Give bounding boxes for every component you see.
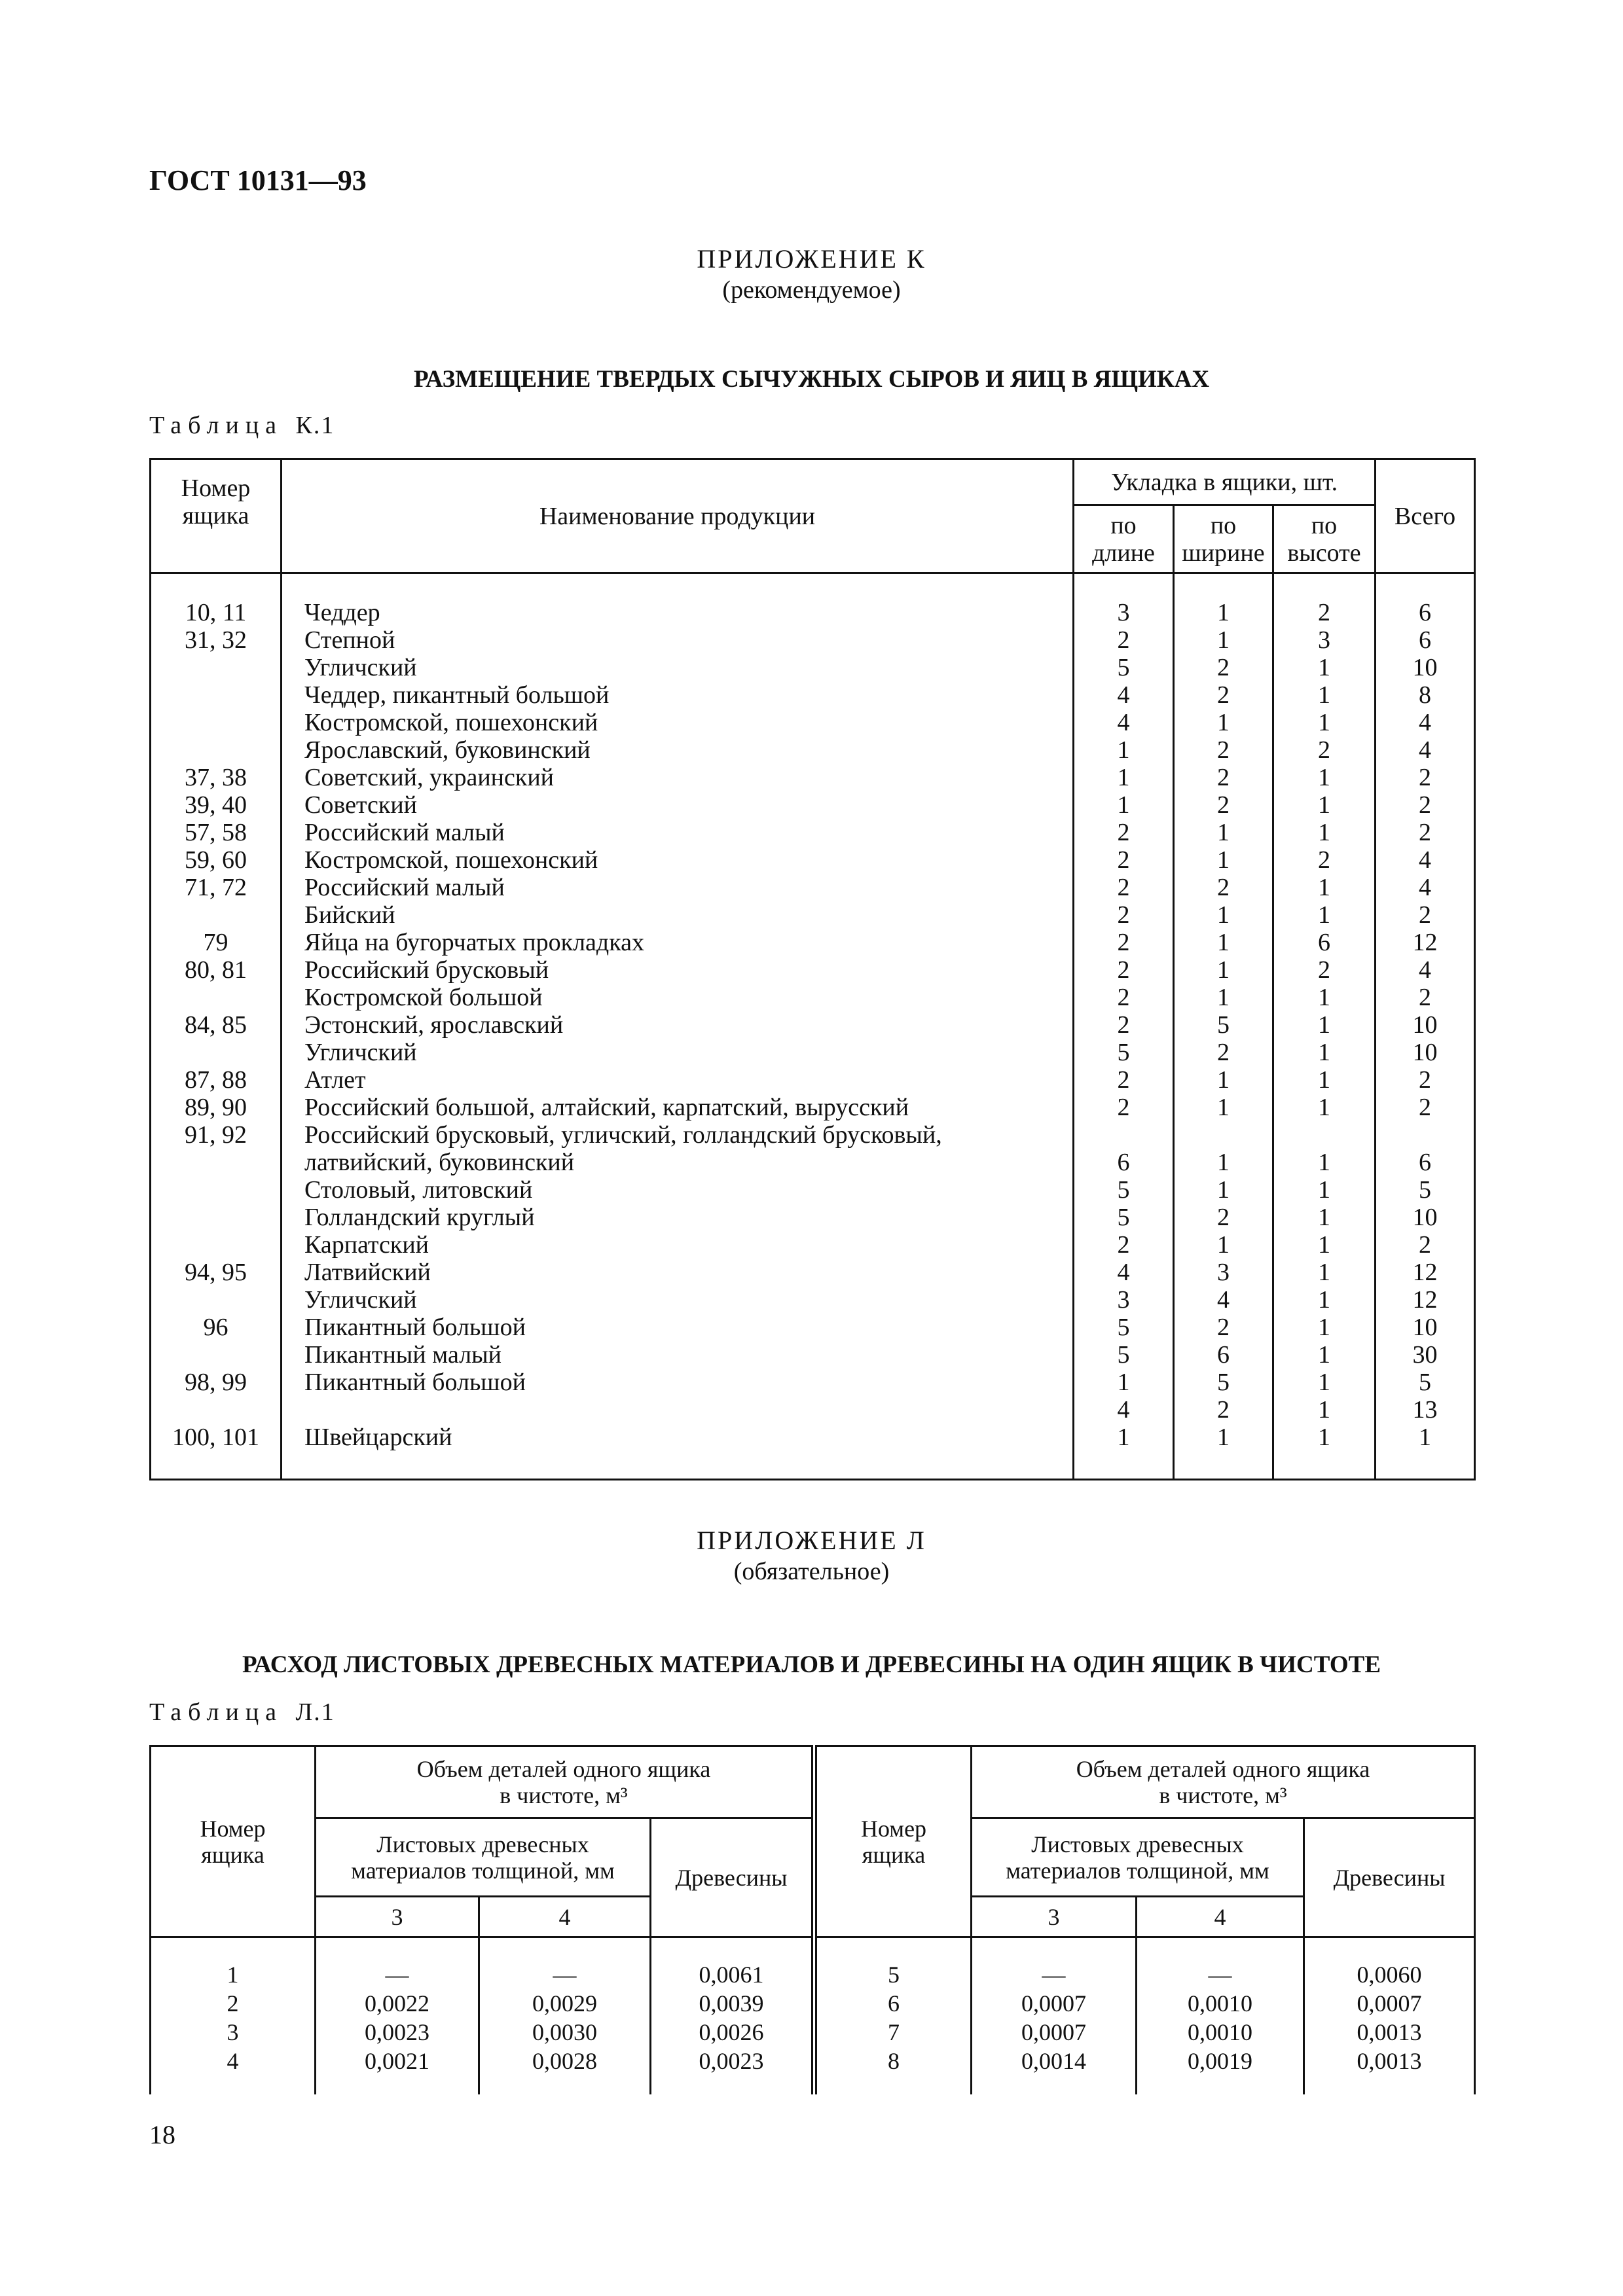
l1-header-sheet-left: Листовых древесных материалов толщиной, мм [316,1818,651,1897]
k1-cell-h: 1 [1318,1011,1330,1039]
column-total [1376,573,1475,1480]
k1-cell-t [1376,1121,1474,1149]
k1-cell-h: 2 [1318,599,1330,626]
l1-cell-b1: 0,0030 [532,2019,597,2045]
l1-cell-b1: — [553,1962,577,1988]
k1-cell-name: Угличский [304,654,417,681]
k1-cell-w [1175,1121,1272,1149]
k1-cell-w: 1 [1217,929,1230,956]
l1-cell-b1: 0,0029 [532,1990,597,2017]
k1-cell-t: 6 [1419,626,1432,654]
k1-cell-l: 2 [1117,901,1130,929]
k1-cell-w: 2 [1217,1396,1230,1424]
annex-l-heading [149,1525,1474,1587]
k1-cell-l: 6 [1117,1149,1130,1176]
l1-cell-b2: — [1208,1962,1232,1988]
k1-cell-h: 1 [1318,1149,1330,1176]
k1-cell-t: 2 [1419,1066,1432,1094]
k1-cell-l: 2 [1117,1011,1130,1039]
k1-cell-name: Российский малый [304,819,505,846]
k1-cell-num [151,654,280,681]
k1-cell-w: 2 [1217,1204,1230,1231]
k1-cell-l: 2 [1117,874,1130,901]
l1-header-sheet-right: Листовых древесных материалов толщиной, мм [972,1818,1304,1897]
k1-cell-name: Яйца на бугорчатых прокладках [304,929,645,956]
k1-cell-h: 1 [1318,709,1330,736]
k1-cell-l: 5 [1117,1039,1130,1066]
k1-cell-name: Пикантный большой [304,1314,526,1341]
k1-cell-name: Чеддер [304,599,380,626]
l1-header-volume-left: Объем деталей одного ящика в чистоте, м³ [316,1746,814,1818]
l1-cell-c2: 0,0060 [1357,1962,1422,1988]
k1-cell-l: 1 [1117,791,1130,819]
k1-cell-h: 1 [1318,901,1330,929]
k1-cell-l: 2 [1117,956,1130,984]
k1-cell-l: 2 [1117,819,1130,846]
column-product-names [282,573,1074,1480]
table-l1-label-word: Таблица [149,1698,283,1726]
k1-cell-num [151,1231,280,1259]
k1-cell-w: 1 [1217,1176,1230,1204]
annex-k-section-title: РАЗМЕЩЕНИЕ ТВЕРДЫХ СЫЧУЖНЫХ СЫРОВ И ЯИЦ В ЯЩИКАХ [413,366,1210,393]
k1-cell-l: 5 [1117,1314,1130,1341]
k1-cell-l: 5 [1117,1204,1130,1231]
k1-cell-w: 2 [1217,791,1230,819]
k1-cell-num: 98, 99 [185,1369,247,1396]
k1-cell-h: 3 [1318,626,1330,654]
k1-cell-num: 31, 32 [185,626,247,654]
k1-cell-num [151,709,280,736]
page-number: 18 [149,2120,175,2149]
k1-cell-l: 1 [1117,1369,1130,1396]
k1-cell-t: 4 [1419,736,1432,764]
l1-cell-a1: — [385,1962,409,1988]
k1-cell-num: 96 [203,1314,228,1341]
table-l1 [149,1745,1476,2094]
k1-cell-num: 57, 58 [185,819,247,846]
l1-header-box-number-right: Номер ящика [814,1746,972,1937]
l1-column-wood-right [1304,1937,1475,2094]
document-code: ГОСТ 10131—93 [149,164,367,196]
k1-cell-num: 84, 85 [185,1011,247,1039]
k1-cell-t: 10 [1412,654,1438,681]
k1-cell-l: 2 [1117,626,1130,654]
k1-cell-t: 4 [1419,709,1432,736]
table-l1-label [149,1698,335,1727]
k1-cell-h: 1 [1318,819,1330,846]
k1-cell-t: 10 [1412,1204,1438,1231]
k1-cell-num [151,1149,280,1176]
k1-cell-name: Карпатский [304,1231,429,1259]
k1-cell-l: 4 [1117,1259,1130,1286]
k1-cell-num: 87, 88 [185,1066,247,1094]
table-k1-label-word: Таблица [149,412,283,439]
l1-cell-n2: 8 [888,2048,900,2074]
k1-cell-name: Бийский [304,901,395,929]
k1-cell-num [151,1039,280,1066]
annex-l-status: (обязательное) [733,1558,890,1585]
k1-cell-name: Чеддер, пикантный большой [304,681,610,709]
k1-cell-name: Российский большой, алтайский, карпатский, вырусский [304,1094,909,1121]
k1-cell-w: 2 [1217,1039,1230,1066]
k1-cell-t: 2 [1419,1231,1432,1259]
k1-cell-w: 1 [1217,901,1230,929]
k1-cell-num: 91, 92 [185,1121,247,1149]
k1-cell-num [151,1396,280,1424]
k1-cell-name: Голландский круглый [304,1204,535,1231]
k1-cell-num: 10, 11 [185,599,247,626]
l1-header-thickness-4-left: 4 [479,1897,651,1937]
k1-cell-w: 1 [1217,709,1230,736]
k1-cell-t: 13 [1412,1396,1438,1424]
k1-cell-name: Пикантный большой [304,1369,526,1396]
l1-cell-n1: 3 [227,2019,239,2045]
l1-column-4mm-left [479,1937,651,2094]
l1-header-wood-left: Древесины [651,1818,814,1937]
k1-cell-l: 3 [1117,599,1130,626]
k1-cell-h: 1 [1318,1066,1330,1094]
k1-cell-t: 2 [1419,901,1432,929]
header-by-height: по высоте [1273,505,1376,573]
l1-header-thickness-3-left: 3 [316,1897,479,1937]
l1-cell-a2: 0,0007 [1021,2019,1087,2045]
k1-cell-name: Латвийский [304,1259,431,1286]
l1-cell-b1: 0,0028 [532,2048,597,2074]
k1-cell-t: 6 [1419,1149,1432,1176]
k1-cell-l: 1 [1117,1424,1130,1451]
l1-column-wood-left [651,1937,814,2094]
l1-cell-c2: 0,0013 [1357,2048,1422,2074]
l1-cell-a1: 0,0022 [365,1990,429,2017]
k1-cell-h: 1 [1318,654,1330,681]
k1-cell-l: 2 [1117,1094,1130,1121]
header-total: Всего [1376,459,1475,573]
k1-cell-t: 2 [1419,791,1432,819]
l1-cell-b2: 0,0019 [1188,2048,1253,2074]
k1-cell-num: 89, 90 [185,1094,247,1121]
l1-cell-c1: 0,0023 [699,2048,764,2074]
annex-k-heading [149,243,1474,305]
k1-cell-num: 37, 38 [185,764,247,791]
l1-cell-c2: 0,0013 [1357,2019,1422,2045]
k1-cell-num [151,1341,280,1369]
k1-cell-t: 1 [1419,1424,1432,1451]
k1-cell-h: 2 [1318,736,1330,764]
l1-cell-c1: 0,0039 [699,1990,764,2017]
k1-cell-name [304,1396,1072,1424]
l1-cell-b2: 0,0010 [1188,2019,1253,2045]
k1-cell-name: Ярославский, буковинский [304,736,591,764]
k1-cell-h: 1 [1318,1231,1330,1259]
k1-cell-t: 12 [1412,1286,1438,1314]
k1-cell-num [151,681,280,709]
k1-cell-name: Угличский [304,1286,417,1314]
k1-cell-t: 4 [1419,846,1432,874]
k1-cell-name: Атлет [304,1066,366,1094]
k1-cell-w: 6 [1217,1341,1230,1369]
k1-cell-w: 1 [1217,1066,1230,1094]
l1-header-box-number-left: Номер ящика [151,1746,316,1937]
k1-cell-t: 2 [1419,984,1432,1011]
k1-cell-w: 4 [1217,1286,1230,1314]
k1-cell-t: 12 [1412,929,1438,956]
k1-cell-name: Пикантный малый [304,1341,501,1369]
k1-cell-w: 1 [1217,599,1230,626]
header-product-name: Наименование продукции [282,459,1074,573]
l1-cell-b2: 0,0010 [1188,1990,1253,2017]
k1-cell-l: 2 [1117,1066,1130,1094]
k1-cell-h: 2 [1318,956,1330,984]
k1-cell-name: Эстонский, ярославский [304,1011,564,1039]
header-packing: Укладка в ящики, шт. [1074,459,1376,505]
k1-cell-num: 39, 40 [185,791,247,819]
k1-cell-l: 3 [1117,1286,1130,1314]
k1-cell-num [151,901,280,929]
k1-cell-num [151,984,280,1011]
k1-cell-h: 1 [1318,764,1330,791]
l1-header-volume-right: Объем деталей одного ящика в чистоте, м³ [972,1746,1475,1818]
k1-cell-h [1274,1121,1374,1149]
k1-cell-h: 2 [1318,846,1330,874]
l1-cell-n1: 1 [227,1962,239,1988]
k1-cell-l: 5 [1117,654,1130,681]
annex-l-title: ПРИЛОЖЕНИЕ Л [697,1526,926,1555]
k1-cell-name: Столовый, литовский [304,1176,533,1204]
l1-header-thickness-4-right: 4 [1137,1897,1304,1937]
annex-k-status: (рекомендуемое) [722,276,901,304]
header-by-length: по длине [1074,505,1174,573]
k1-cell-num [151,1204,280,1231]
column-box-numbers [151,573,282,1480]
k1-cell-name: Советский, украинский [304,764,555,791]
l1-column-3mm-right [972,1937,1137,2094]
k1-cell-h: 1 [1318,1176,1330,1204]
k1-cell-t: 6 [1419,599,1432,626]
k1-cell-w: 2 [1217,654,1230,681]
table-k1 [149,458,1476,1480]
l1-column-4mm-right [1137,1937,1304,2094]
k1-cell-w: 5 [1217,1369,1230,1396]
l1-cell-a1: 0,0021 [365,2048,429,2074]
l1-cell-c1: 0,0026 [699,2019,764,2045]
k1-cell-t: 8 [1419,681,1432,709]
k1-cell-t: 10 [1412,1011,1438,1039]
k1-cell-l: 1 [1117,764,1130,791]
k1-cell-num [151,736,280,764]
k1-cell-name: Российский брусковый, угличский, голландский брусковый, [304,1121,942,1149]
l1-cell-n1: 4 [227,2048,239,2074]
k1-cell-l: 2 [1117,984,1130,1011]
k1-cell-t: 2 [1419,764,1432,791]
k1-cell-name: Угличский [304,1039,417,1066]
k1-cell-w: 2 [1217,681,1230,709]
k1-cell-name: Костромской, пошехонский [304,846,598,874]
header-box-number: Номер ящика [151,459,282,573]
k1-cell-name: латвийский, буковинский [304,1149,575,1176]
k1-cell-w: 1 [1217,819,1230,846]
k1-cell-h: 1 [1318,1286,1330,1314]
l1-cell-c1: 0,0061 [699,1962,764,1988]
k1-cell-l: 5 [1117,1341,1130,1369]
k1-cell-w: 1 [1217,984,1230,1011]
k1-cell-num: 79 [203,929,228,956]
k1-cell-w: 2 [1217,1314,1230,1341]
k1-cell-l: 4 [1117,681,1130,709]
k1-cell-t: 10 [1412,1314,1438,1341]
table-k1-number: К.1 [295,412,335,439]
l1-cell-n1: 2 [227,1990,239,2017]
l1-cell-a2: 0,0007 [1021,1990,1087,2017]
k1-cell-l: 1 [1117,736,1130,764]
k1-cell-w: 1 [1217,1231,1230,1259]
k1-cell-t: 4 [1419,956,1432,984]
k1-cell-w: 1 [1217,846,1230,874]
k1-cell-w: 2 [1217,736,1230,764]
k1-cell-t: 30 [1412,1341,1438,1369]
k1-cell-l: 4 [1117,709,1130,736]
k1-cell-t: 2 [1419,1094,1432,1121]
annex-l-section-title: РАСХОД ЛИСТОВЫХ ДРЕВЕСНЫХ МАТЕРИАЛОВ И ДРЕВЕСИНЫ НА ОДИН ЯЩИК В ЧИСТОТЕ [242,1651,1381,1678]
l1-cell-c2: 0,0007 [1357,1990,1422,2017]
k1-cell-t: 4 [1419,874,1432,901]
column-by-length [1074,573,1174,1480]
k1-cell-h: 1 [1318,1039,1330,1066]
k1-cell-h: 1 [1318,874,1330,901]
k1-cell-num: 80, 81 [185,956,247,984]
k1-cell-num: 71, 72 [185,874,247,901]
column-by-height [1273,573,1376,1480]
k1-cell-num: 59, 60 [185,846,247,874]
k1-cell-h: 1 [1318,1259,1330,1286]
k1-cell-w: 2 [1217,764,1230,791]
k1-cell-t: 5 [1419,1176,1432,1204]
k1-cell-h: 6 [1318,929,1330,956]
k1-cell-num [151,1286,280,1314]
l1-cell-n2: 6 [888,1990,900,2017]
k1-cell-t: 5 [1419,1369,1432,1396]
k1-cell-name: Российский брусковый [304,956,549,984]
k1-cell-t: 10 [1412,1039,1438,1066]
l1-cell-a1: 0,0023 [365,2019,429,2045]
k1-cell-h: 1 [1318,1314,1330,1341]
k1-cell-l: 2 [1117,929,1130,956]
k1-cell-w: 1 [1217,1094,1230,1121]
k1-cell-name: Советский [304,791,418,819]
k1-cell-num: 94, 95 [185,1259,247,1286]
l1-column-box-left [151,1937,316,2094]
k1-cell-h: 1 [1318,984,1330,1011]
header-by-width: по ширине [1174,505,1273,573]
k1-cell-w: 1 [1217,1424,1230,1451]
k1-cell-l: 5 [1117,1176,1130,1204]
k1-cell-h: 1 [1318,1204,1330,1231]
k1-cell-h: 1 [1318,1094,1330,1121]
l1-cell-a2: 0,0014 [1021,2048,1087,2074]
k1-cell-name: Костромской, пошехонский [304,709,598,736]
k1-cell-l: 4 [1117,1396,1130,1424]
l1-cell-a2: — [1042,1962,1066,1988]
k1-cell-w: 3 [1217,1259,1230,1286]
k1-cell-name: Степной [304,626,395,654]
column-by-width [1174,573,1273,1480]
k1-cell-w: 5 [1217,1011,1230,1039]
annex-k-title: ПРИЛОЖЕНИЕ К [697,244,926,274]
k1-cell-h: 1 [1318,1396,1330,1424]
k1-cell-l: 2 [1117,1231,1130,1259]
k1-cell-l [1074,1121,1173,1149]
k1-cell-w: 1 [1217,956,1230,984]
k1-cell-name: Костромской большой [304,984,543,1011]
k1-cell-t: 2 [1419,819,1432,846]
table-k1-label [149,411,335,440]
k1-cell-num [151,1176,280,1204]
k1-cell-h: 1 [1318,791,1330,819]
table-l1-number: Л.1 [295,1698,335,1726]
k1-cell-t: 12 [1412,1259,1438,1286]
k1-cell-w: 1 [1217,1149,1230,1176]
k1-cell-num: 100, 101 [172,1424,259,1451]
k1-cell-h: 1 [1318,1341,1330,1369]
l1-header-wood-right: Древесины [1304,1818,1475,1937]
l1-cell-n2: 7 [888,2019,900,2045]
l1-header-thickness-3-right: 3 [972,1897,1137,1937]
k1-cell-w: 2 [1217,874,1230,901]
k1-cell-name: Швейцарский [304,1424,452,1451]
k1-cell-h: 1 [1318,1424,1330,1451]
k1-cell-h: 1 [1318,681,1330,709]
k1-cell-name: Российский малый [304,874,505,901]
k1-cell-w: 1 [1217,626,1230,654]
l1-column-box-right [814,1937,972,2094]
l1-column-3mm-left [316,1937,479,2094]
k1-cell-h: 1 [1318,1369,1330,1396]
k1-cell-l: 2 [1117,846,1130,874]
l1-cell-n2: 5 [888,1962,900,1988]
